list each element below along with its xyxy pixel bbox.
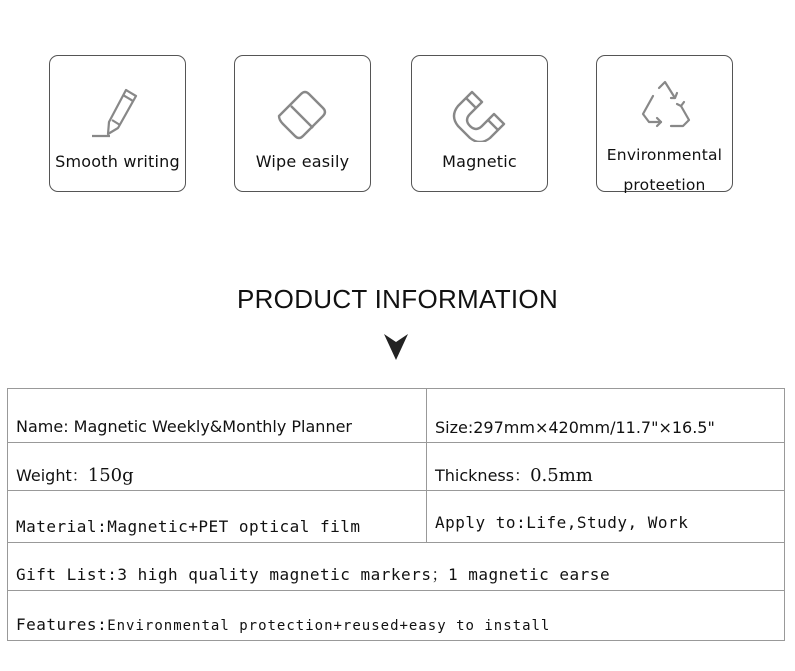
feature-card-magnetic	[411, 55, 548, 192]
weight-label: Weight：	[16, 466, 88, 485]
feature-label-line1: Environmental	[606, 146, 723, 164]
feature-label: Smooth writing	[55, 152, 180, 171]
features-cell	[8, 591, 785, 641]
feature-label: Wipe easily	[255, 152, 350, 171]
table-row	[8, 543, 785, 591]
recycle-icon	[597, 78, 732, 136]
gift-list-cell: Gift List:3 high quality magnetic markers；1 magnetic earse	[8, 543, 785, 591]
feature-label: Magnetic	[442, 152, 517, 171]
feature-label	[597, 140, 732, 200]
apply-cell: Apply to:Life,Study, Work	[427, 491, 785, 543]
eraser-icon	[235, 84, 370, 142]
arrow-down-icon	[383, 332, 409, 367]
feature-card-environmental-protection	[596, 55, 733, 192]
thickness-label: Thickness：	[435, 466, 531, 485]
weight-cell	[8, 443, 427, 491]
name-cell: Name: Magnetic Weekly&Monthly Planner	[8, 389, 427, 443]
features-label: Features:	[16, 615, 108, 634]
feature-label-line2: proteetion	[623, 176, 706, 194]
pencil-icon	[50, 84, 185, 142]
size-cell: Size:297mm×420mm/11.7"×16.5"	[427, 389, 785, 443]
weight-value: 150g	[87, 465, 134, 486]
thickness-value: 0.5mm	[530, 465, 593, 486]
feature-card-smooth-writing	[49, 55, 186, 192]
feature-card-wipe-easily	[234, 55, 371, 192]
material-cell: Material:Magnetic+PET optical film	[8, 491, 427, 543]
product-info-table	[7, 388, 785, 641]
table-row	[8, 591, 785, 641]
section-title: PRODUCT INFORMATION	[236, 284, 559, 314]
table-row	[8, 491, 785, 543]
magnet-icon	[412, 84, 547, 142]
table-row	[8, 443, 785, 491]
features-value: Environmental protection+reused+easy to install	[107, 618, 551, 634]
table-row	[8, 389, 785, 443]
thickness-cell	[427, 443, 785, 491]
